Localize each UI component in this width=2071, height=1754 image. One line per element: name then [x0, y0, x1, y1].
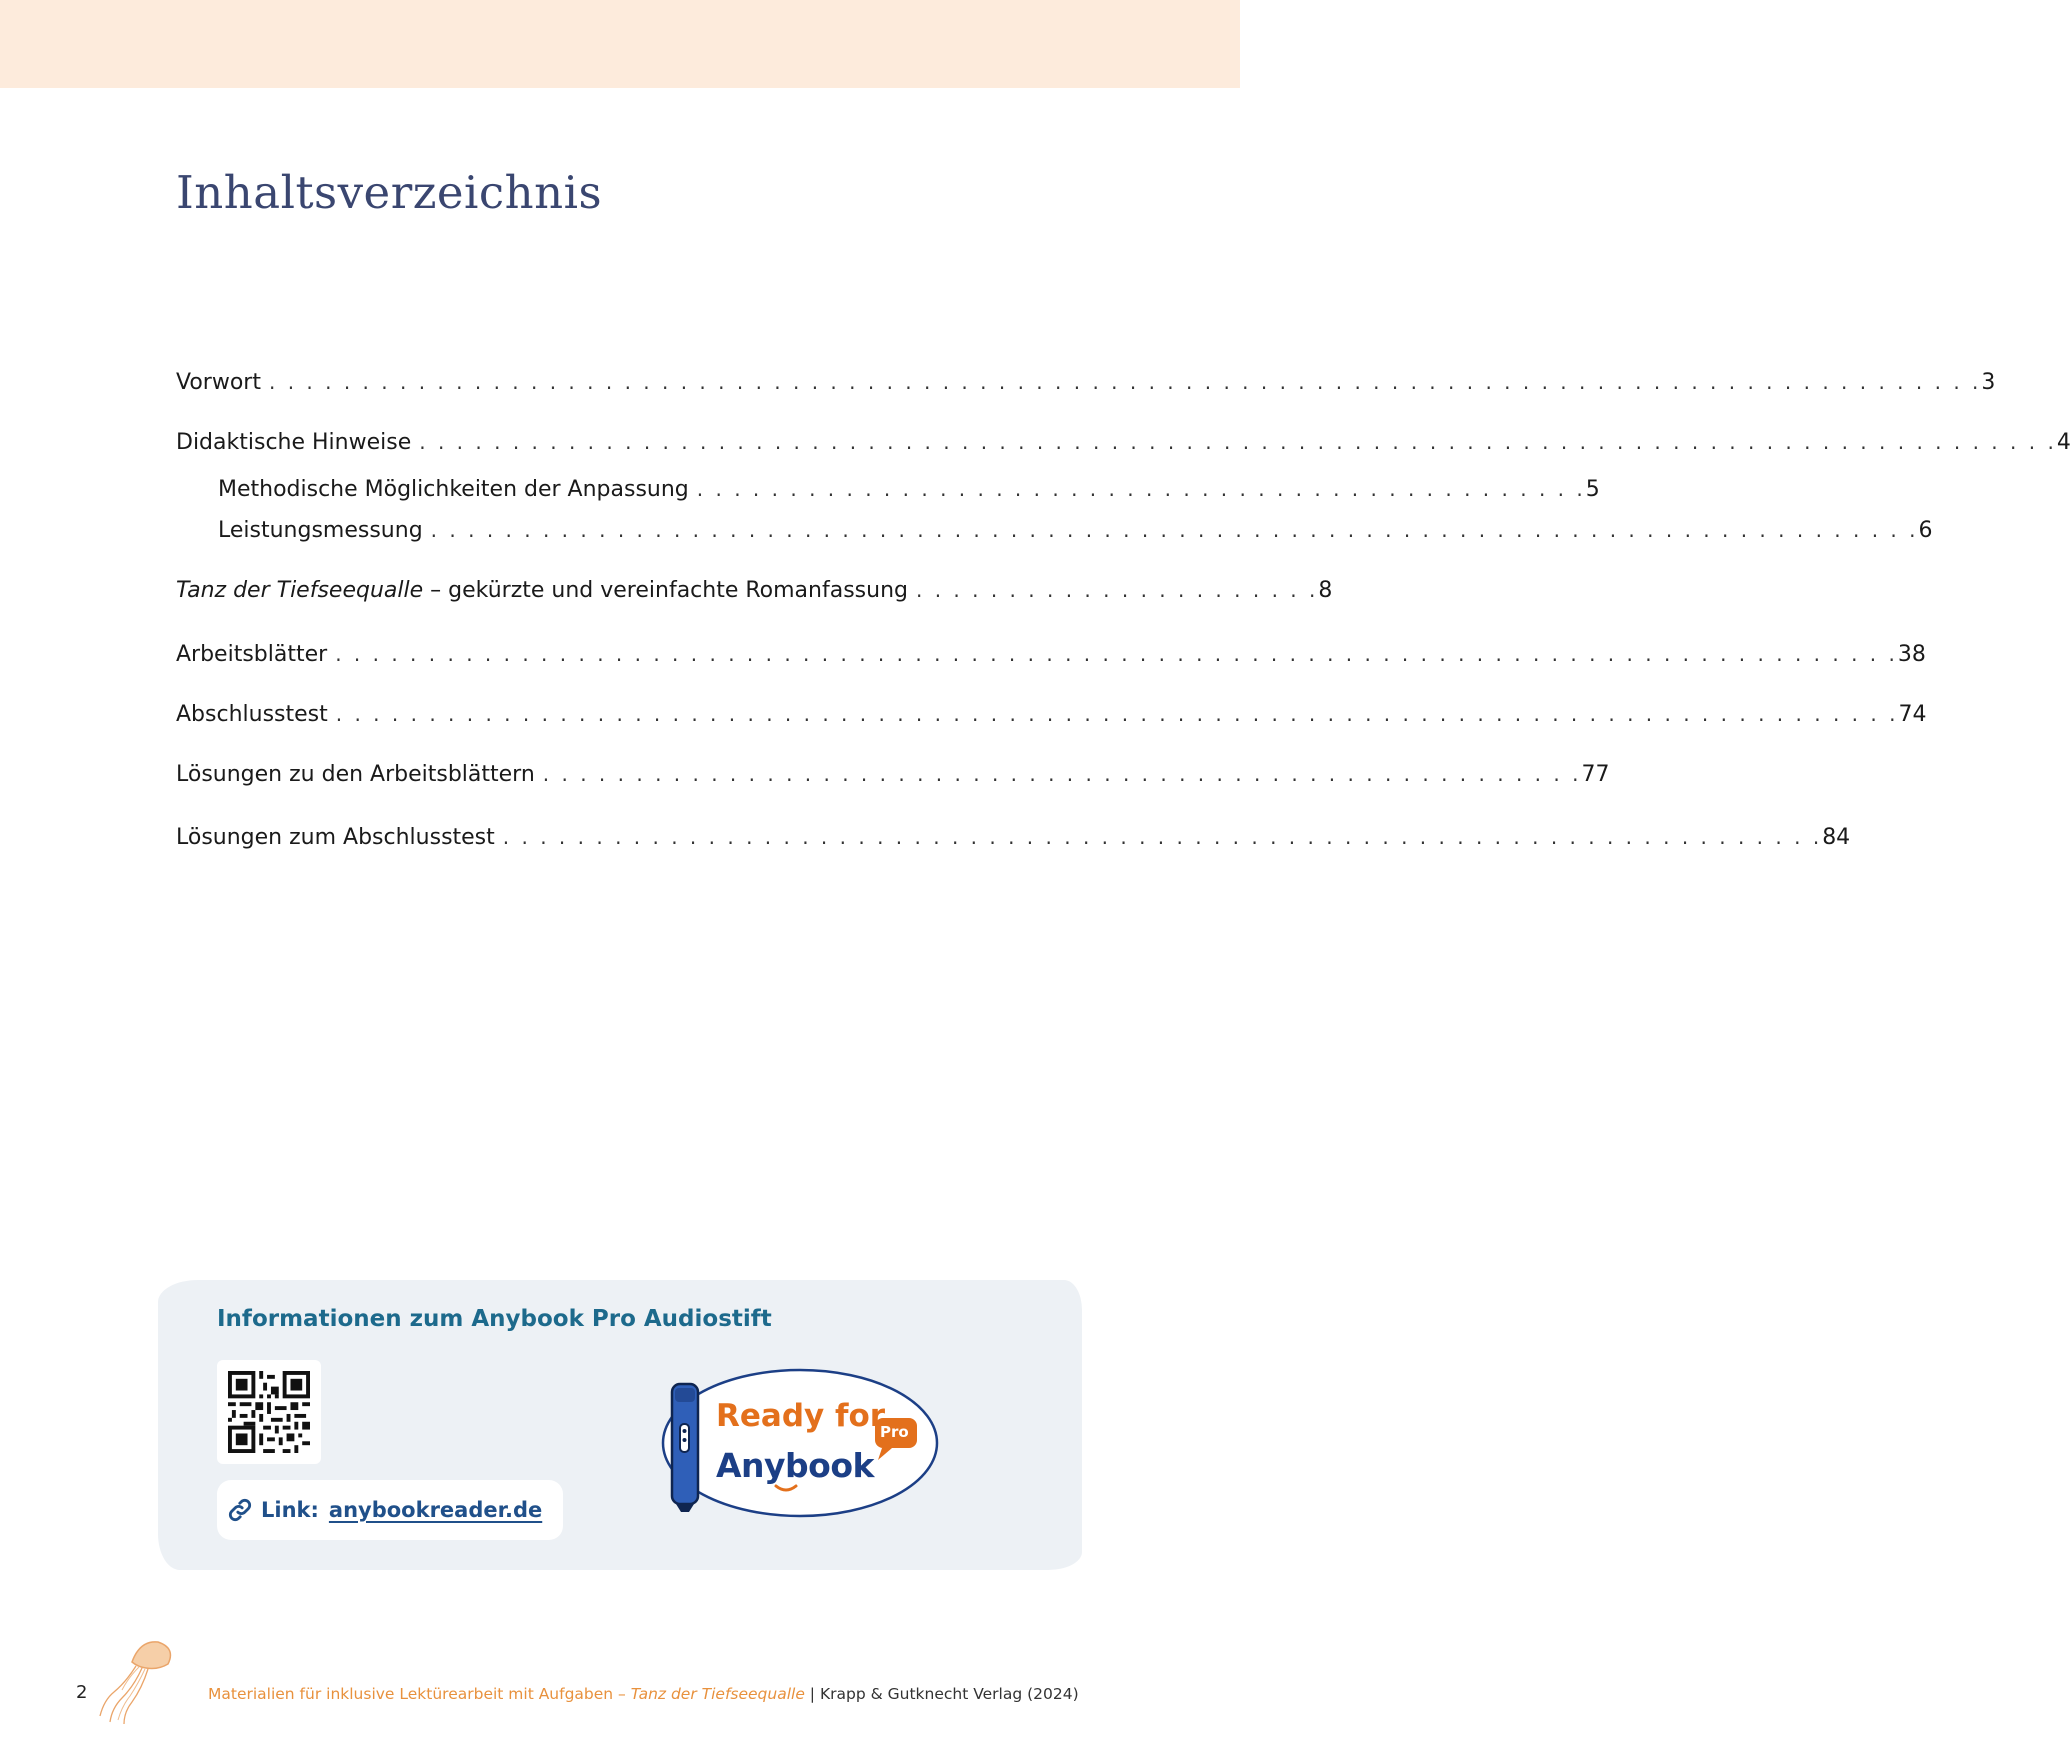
footer-publisher: Krapp & Gutknecht Verlag (2024) — [819, 1685, 1079, 1703]
toc-leader-dots: . . . . . . . . . . . . . . . . . . . . . . . . . . . . . . . . . . . . . . . . . . . . . . . . . . . . . . . . . . . . . . . . . . . . . . . . . . . . . . . . . . . . — [335, 702, 1899, 726]
info-box-title: Informationen zum Anybook Pro Audiostift — [217, 1306, 772, 1332]
badge-anybook: Anybook — [716, 1446, 874, 1485]
toc-entry-page: 3 — [1981, 370, 1996, 395]
page-title: Inhaltsverzeichnis — [176, 166, 603, 219]
toc-entry-label: Abschlusstest — [176, 702, 328, 727]
link-icon — [227, 1497, 253, 1523]
toc-entry-label: Leistungsmessung — [218, 518, 423, 543]
top-color-band — [0, 0, 1240, 88]
toc-leader-dots: . . . . . . . . . . . . . . . . . . . . . . — [915, 578, 1319, 602]
link-url[interactable]: anybookreader.de — [328, 1498, 543, 1522]
toc-entry-didaktische-hinweise[interactable] — [176, 430, 2071, 460]
toc-entry-loesungen-arbeitsblaetter[interactable] — [176, 762, 1610, 792]
toc-entry-label: Lösungen zum Abschlusstest — [176, 825, 495, 850]
anybook-link[interactable] — [217, 1480, 563, 1540]
toc-entry-label: Methodische Möglichkeiten der Anpassung — [218, 477, 689, 502]
toc-entry-label: Lösungen zu den Arbeitsblättern — [176, 762, 535, 787]
toc-entry-page: 77 — [1581, 762, 1610, 787]
qr-code-icon — [228, 1371, 310, 1453]
link-label: Link: — [261, 1498, 319, 1522]
toc-entry-page: 38 — [1897, 642, 1926, 667]
audio-pen-icon — [672, 1384, 698, 1512]
toc-leader-dots: . . . . . . . . . . . . . . . . . . . . . . . . . . . . . . . . . . . . . . . . . . . . . . . . — [696, 477, 1586, 501]
toc-leader-dots: . . . . . . . . . . . . . . . . . . . . . . . . . . . . . . . . . . . . . . . . . . . . . . . . . . . . . . . . . . . . . . . . . . . . . . . . . . . . . . . . . . . . — [335, 642, 1898, 666]
toc-entry-label: Didaktische Hinweise — [176, 430, 412, 455]
toc-entry-methodische-moeglichkeiten[interactable] — [176, 477, 1600, 507]
toc-entry-loesungen-abschlusstest[interactable] — [176, 825, 1851, 855]
footer-series: Materialien für inklusive Lektürearbeit mit Aufgaben – — [208, 1685, 631, 1703]
toc-leader-dots: . . . . . . . . . . . . . . . . . . . . . . . . . . . . . . . . . . . . . . . . . . . . . . . . . . . . . . . . — [542, 762, 1582, 786]
toc-entry-arbeitsblaetter[interactable] — [176, 642, 1926, 672]
jellyfish-icon — [92, 1634, 178, 1726]
toc-leader-dots: . . . . . . . . . . . . . . . . . . . . . . . . . . . . . . . . . . . . . . . . . . . . . . . . . . . . . . . . . . . . . . . . . . . . . . . . . . . . . . . . — [430, 518, 1919, 542]
toc-entry-page: 8 — [1318, 578, 1333, 603]
toc-entry-page: 84 — [1822, 825, 1851, 850]
toc-entry-page: 5 — [1585, 477, 1600, 502]
toc-leader-dots: . . . . . . . . . . . . . . . . . . . . . . . . . . . . . . . . . . . . . . . . . . . . . . . . . . . . . . . . . . . . . . . . . . . . . . . — [502, 825, 1823, 849]
page-number: 2 — [76, 1682, 88, 1703]
badge-pro: Pro — [880, 1423, 909, 1441]
toc-entry-page: 6 — [1918, 518, 1933, 543]
footer-separator: | — [804, 1685, 820, 1703]
toc-entry-leistungsmessung[interactable] — [176, 518, 1933, 548]
toc-entry-label-rest: – gekürzte und vereinfachte Romanfassung — [423, 578, 908, 603]
toc-entry-book-title: Tanz der Tiefseequalle — [176, 578, 424, 603]
footer-book-title: Tanz der Tiefseequalle — [630, 1685, 805, 1703]
toc-entry-label — [176, 578, 916, 603]
toc-leader-dots: . . . . . . . . . . . . . . . . . . . . . . . . . . . . . . . . . . . . . . . . . . . . . . . . . . . . . . . . . . . . . . . . . . . . . . . . . . . . . . . . . . . . . . . . — [419, 430, 2057, 454]
toc-entry-vorwort[interactable] — [176, 370, 1996, 400]
toc-entry-label: Vorwort — [176, 370, 261, 395]
ready-for-anybook-badge — [656, 1364, 940, 1522]
badge-ready-for: Ready for — [716, 1398, 886, 1434]
toc-entry-abschlusstest[interactable] — [176, 702, 1927, 732]
toc-entry-page: 74 — [1898, 702, 1927, 727]
qr-code[interactable] — [217, 1360, 321, 1464]
toc-entry-romanfassung[interactable] — [176, 578, 1333, 608]
footer-credit — [208, 1685, 1079, 1703]
toc-leader-dots: . . . . . . . . . . . . . . . . . . . . . . . . . . . . . . . . . . . . . . . . . . . . . . . . . . . . . . . . . . . . . . . . . . . . . . . . . . . . . . . . . . . . . . . . . . . . — [268, 370, 1982, 394]
toc-entry-page: 4 — [2056, 430, 2071, 455]
toc-entry-label: Arbeitsblätter — [176, 642, 328, 667]
